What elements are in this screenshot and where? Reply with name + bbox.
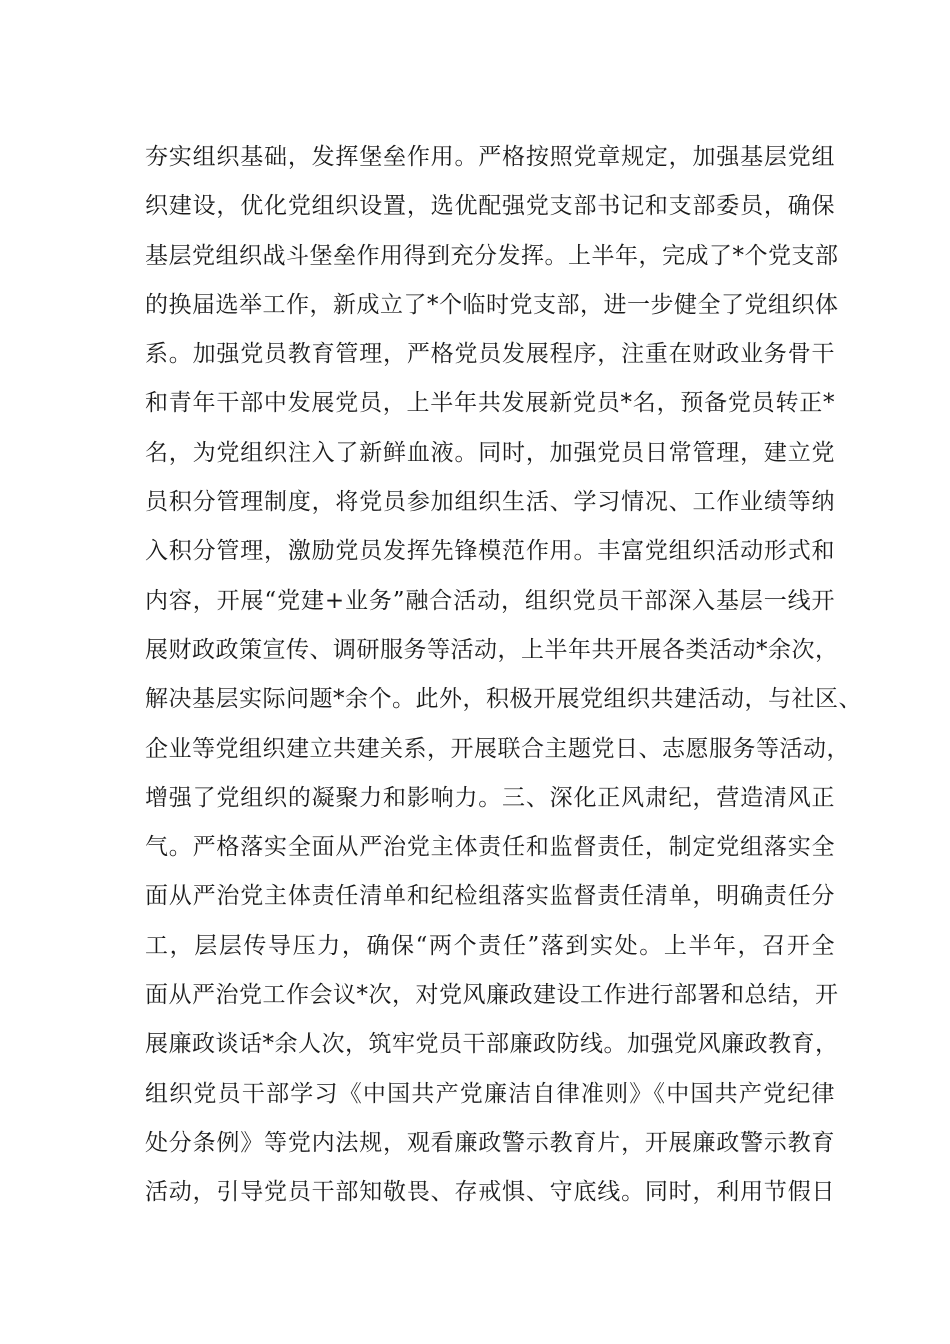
text-line: 活动，引导党员干部知敬畏、存戒惧、守底线。同时，利用节假日 [145,1179,835,1206]
text-line: 基层党组织战斗堡垒作用得到充分发挥。上半年，完成了*个党支部 [145,242,839,269]
text-line: 企业等党组织建立共建关系，开展联合主题党日、志愿服务等活动， [145,735,850,762]
text-line: 面从严治党工作会议*次，对党风廉政建设工作进行部署和总结，开 [145,982,839,1009]
body-text [145,133,862,1218]
text-line: 的换届选举工作，新成立了*个临时党支部，进一步健全了党组织体 [145,291,839,318]
text-line: 组织党员干部学习《中国共产党廉洁自律准则》《中国共产党纪律 [145,1080,835,1107]
text-line: 名，为党组织注入了新鲜血液。同时，加强党员日常管理，建立党 [145,439,835,466]
text-line: 处分条例》等党内法规，观看廉政警示教育片，开展廉政警示教育 [145,1129,835,1156]
text-line: 夯实组织基础，发挥堡垒作用。严格按照党章规定，加强基层党组 [145,144,835,170]
text-line: 解决基层实际问题*余个。此外，积极开展党组织共建活动，与社区、 [145,686,862,713]
text-line: 工，层层传导压力，确保“两个责任”落到实处。上半年，召开全 [145,932,835,959]
text-line: 气。严格落实全面从严治党主体责任和监督责任，制定党组落实全 [145,834,835,861]
text-line: 员积分管理制度，将党员参加组织生活、学习情况、工作业绩等纳 [145,489,835,516]
text-line: 入积分管理，激励党员发挥先锋模范作用。丰富党组织活动形式和 [145,538,835,565]
text-line: 面从严治党主体责任清单和纪检组落实监督责任清单，明确责任分 [145,883,835,910]
text-line: 和青年干部中发展党员，上半年共发展新党员*名，预备党员转正* [145,390,835,417]
text-line: 内容，开展“党建+业务”融合活动，组织党员干部深入基层一线开 [145,587,835,614]
text-line: 系。加强党员教育管理，严格党员发展程序，注重在财政业务骨干 [145,341,835,368]
text-line: 增强了党组织的凝聚力和影响力。三、深化正风肃纪，营造清风正 [145,784,835,811]
text-line: 织建设，优化党组织设置，选优配强党支部书记和支部委员，确保 [145,193,835,220]
text-line: 展廉政谈话*余人次，筑牢党员干部廉政防线。加强党风廉政教育， [145,1031,839,1058]
text-line: 展财政政策宣传、调研服务等活动，上半年共开展各类活动*余次， [145,636,839,663]
